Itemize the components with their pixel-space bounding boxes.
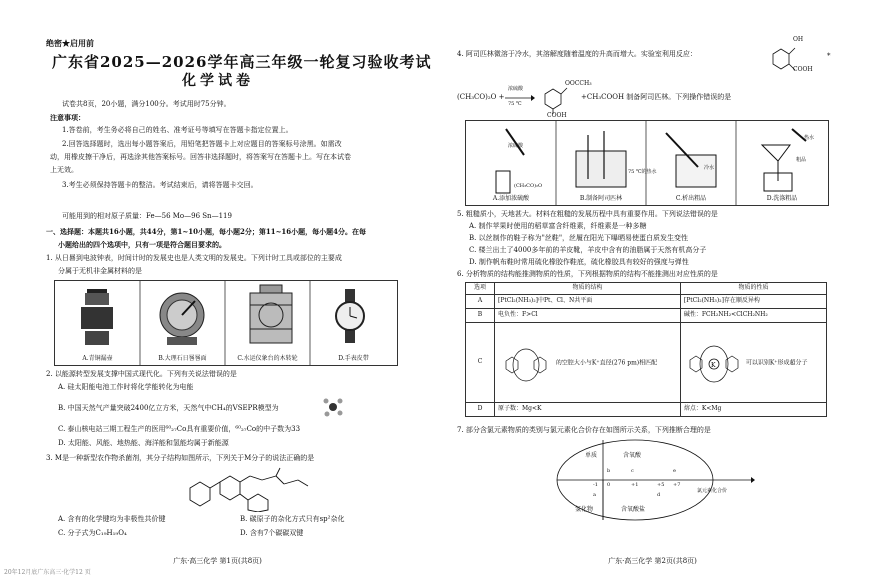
q1-stem-2: 分属于无机非金属材料的是 (58, 267, 142, 275)
q1-stem: 1. 从日晷到电波钟表，时间计时的发展史也是人类文明的发展史。下列计时工具或部位的主要成 (46, 254, 342, 262)
notice-heading: 注意事项： (50, 113, 85, 122)
salicylic-cooh-label: COOH (793, 66, 813, 73)
q6-stem: 6. 分析物质的结构能推测物质的性质，下列根据物质的结构不能推测出对应性质的是 (457, 270, 718, 278)
q3-option-b: B. 碳原子的杂化方式只有sp²杂化 (240, 515, 345, 523)
notice-2b: 动，用橡皮擦干净后，再选涂其他答案标号。回答非选择题时，将答案写在答题卡上。写在本试卷 (50, 153, 351, 161)
q7-tick-0: 0 (607, 482, 611, 488)
q6-row-d-structure: 原子数：Mg<K (495, 403, 681, 417)
q2-option-a: A. 硅太阳能电池工作时将化学能转化为电能 (58, 383, 194, 391)
atomic-masses: 可能用到的相对原子质量：Fe—56 Mo—96 Sn—119 (62, 212, 232, 220)
astronomical-clock-tower-illustration (250, 285, 292, 343)
q3-option-a: A. 含有的化学键均为非极性共价键 (58, 515, 166, 523)
q7-point-c: c (631, 468, 634, 474)
q4-product-text: +CH₃COOH 制备阿司匹林。下列操作错误的是 (581, 93, 732, 101)
table-row (466, 309, 827, 323)
q6-row-b-label: B (466, 309, 495, 323)
q6-row-a-label: A (466, 295, 495, 309)
exam-title: 广东省2025—2026学年高三年级一轮复习验收考试 (52, 53, 432, 71)
q7-label-elemental: 单质 (585, 452, 598, 459)
notice-3: 3.考生必须保持答题卡的整洁。考试结束后，请将答题卡交回。 (62, 181, 258, 189)
q5-stem: 5. 粗糙质小，天地甚大。材料在粗糙的发展历程中具有重要作用。下列说法错误的是 (457, 210, 718, 218)
cold-water-beaker-illustration (666, 133, 716, 187)
crown-ether-k-complex-structure (684, 338, 744, 388)
secret-label: 绝密★启用前 (46, 38, 94, 48)
q6-row-c-property: 可以识别K⁺形成超分子 (745, 359, 808, 366)
exam-page-right (435, 0, 870, 578)
q3-option-d: D. 含有7个碳碳双键 (240, 529, 304, 537)
table-row (466, 323, 827, 403)
q6-row-c-structure: 的空腔大小与K⁺直径(276 pm)相匹配 (555, 359, 658, 366)
q4-apparatus-strip (465, 120, 829, 206)
q4-img-label-anhydride: (CH₃CO)₂O (514, 183, 543, 189)
methane-vsepr-model-icon (322, 397, 344, 417)
q2-option-c: C. 泰山核电站三期工程生产的医用⁶⁰₂₇Co具有重要价值，⁶⁰₂₇Co的中子数为33 (58, 425, 301, 433)
q2-option-b: B. 中国天然气产量突破2400亿立方米，天然气中CH₄的VSEPR模型为 (58, 404, 279, 412)
q4-arrow-condition-bottom: 75 ℃ (508, 101, 522, 107)
q6-row-c-property-cell (680, 323, 826, 403)
q5-option-a: A. 制作苹果时使用的稻草富含纤维素，纤维素是一种多糖 (469, 222, 647, 230)
q4-option-d: D.洗涤粗品 (766, 194, 798, 202)
notice-2a: 2.回答选择题时，选出每小题答案后，用铅笔把答题卡上对应题目的答案标号涂黑。如需改 (62, 140, 342, 148)
q6-row-b-structure: 电负性：F>Cl (495, 309, 681, 323)
q4-option-a: A.添加浓硫酸 (492, 194, 530, 202)
notice-2c: 上无效。 (50, 166, 78, 174)
sundial-illustration (160, 293, 204, 345)
q7-tick-plus1: +1 (631, 482, 639, 488)
q6-header-property: 物质的性质 (680, 283, 826, 295)
watermark: 20年12月底广东高三·化学12 页 (4, 569, 91, 576)
q4-option-c: C.析出粗品 (675, 194, 707, 202)
q1-option-d: D.手表皮带 (338, 354, 369, 362)
q4-apparatus-images (466, 121, 828, 205)
q6-row-c-label: C (466, 323, 495, 403)
q1-option-c: C.水运仪象台的木转轮 (237, 354, 298, 362)
star-mark: * (827, 52, 831, 60)
q7-tick-minus1: -1 (593, 482, 598, 488)
q4-img-label-crude: 粗品 (796, 157, 807, 163)
q1-images (55, 281, 397, 365)
q4-option-b: B.制备阿司匹林 (579, 194, 623, 202)
q6-row-a-structure: [PtCl₂(NH₃)₂]中Pt、Cl、N共平面 (495, 295, 681, 309)
aspirin-cooh-label: COOH (547, 112, 567, 119)
section1-heading: 一、选择题：本题共16小题，共44分，第1~10小题，每小题2分；第11~16小题，每小题4分。在每 (46, 227, 367, 236)
q7-label-oxyacid: 含氧酸 (623, 452, 642, 459)
q7-point-b: b (607, 468, 611, 474)
q6-row-a-property: [PtCl₂(NH₃)₂]存在顺反异构 (680, 295, 826, 309)
q4-img-label-acid: 浓硫酸 (508, 143, 524, 149)
q7-label-hydride: 氢化物 (575, 506, 594, 513)
wristwatch-illustration (336, 289, 364, 343)
q3-option-c: C. 分子式为C₁₉H₁₉O₄ (58, 529, 127, 537)
section1-heading-2: 小题给出的四个选项中，只有一项是符合题目要求的。 (58, 240, 226, 249)
q4-stem: 4. 阿司匹林微溶于冷水，其溶解度随着温度的升高而增大。实验室利用反应： (457, 50, 697, 58)
q2-stem: 2. 以能源转型发展支撑中国式现代化。下列有关说法错误的是 (46, 370, 237, 378)
q3-stem: 3. M是一种新型农作物杀菌剂，其分子结构如图所示，下列关于M分子的说法正确的是 (46, 454, 315, 462)
crown-ether-structure (498, 341, 554, 385)
exam-subtitle: 化学试卷 (182, 73, 254, 89)
aspirin-ooccH3-label: OOCCH₃ (565, 80, 592, 87)
water-bath-illustration (576, 131, 626, 187)
table-row (466, 295, 827, 309)
q7-point-a: a (593, 492, 596, 498)
q4-img-label-cold-water: 冷水 (704, 165, 715, 171)
page-footer-left: 广东·高三化学 第1页(共8页) (173, 556, 262, 565)
q6-row-d-label: D (466, 403, 495, 417)
q7-stem: 7. 部分含氯元素物质的类别与氯元素化合价存在如图所示关系，下列推断合理的是 (457, 426, 711, 434)
q7-label-axis: 氯元素化合价 (697, 488, 728, 494)
molecule-m-structure (180, 466, 330, 512)
q7-tick-plus7: +7 (673, 482, 681, 488)
q2-option-d: D. 太阳能、风能、地热能、海洋能和氢能均属于新能源 (58, 439, 229, 447)
q6-row-d-property: 熔点：K<Mg (680, 403, 826, 417)
exam-intro: 试卷共8页，20小题，满分100分。考试用时75分钟。 (62, 100, 231, 108)
q1-image-strip (54, 280, 398, 366)
q7-label-oxyacid-salt: 含氧酸盐 (621, 506, 646, 513)
q7-tick-plus5: +5 (657, 482, 665, 488)
table-row (466, 403, 827, 417)
q5-option-b: B. 以丝制作的鞋子称为"丝鞋"，丝履在阳光下曝晒易使蛋白质发生变性 (469, 234, 689, 242)
notice-1: 1.答卷前，考生务必将自己的姓名、准考证号等填写在答题卡指定位置上。 (62, 126, 293, 134)
q5-option-d: D. 制作帆布鞋时常用硫化橡胶作鞋底，硫化橡胶具有较好的强度与弹性 (469, 258, 689, 266)
q5-option-c: C. 楼兰出土了4000多年前的羊皮靴，羊皮中含有的油脂属于天然有机高分子 (469, 246, 707, 254)
q4-reactant: (CH₃CO)₂O + (457, 93, 505, 101)
salicylic-oh-label: OH (793, 36, 804, 43)
q6-header-structure: 物质的结构 (495, 283, 681, 295)
q6-header-option: 选项 (466, 283, 495, 295)
q1-option-b: B.大理石日晷晷面 (158, 354, 207, 362)
q7-point-e: e (673, 468, 676, 474)
q4-img-label-hot-water-75: 75 ℃的热水 (628, 169, 657, 175)
q6-row-b-property: 碱性：FCH₂NH₂<ClCH₂NH₂ (680, 309, 826, 323)
q7-point-d: d (657, 492, 661, 498)
bronze-clepsydra-illustration (81, 289, 113, 345)
svg-text:K: K (710, 361, 716, 369)
q1-option-a: A.青铜漏壶 (82, 354, 113, 362)
q6-row-c-structure-cell (495, 323, 681, 403)
q4-arrow-condition-top: 浓硫酸 (508, 86, 524, 92)
page-footer-right: 广东·高三化学 第2页(共8页) (608, 556, 697, 565)
q4-img-label-hot-water: 热水 (804, 135, 815, 141)
q6-table (465, 282, 827, 417)
